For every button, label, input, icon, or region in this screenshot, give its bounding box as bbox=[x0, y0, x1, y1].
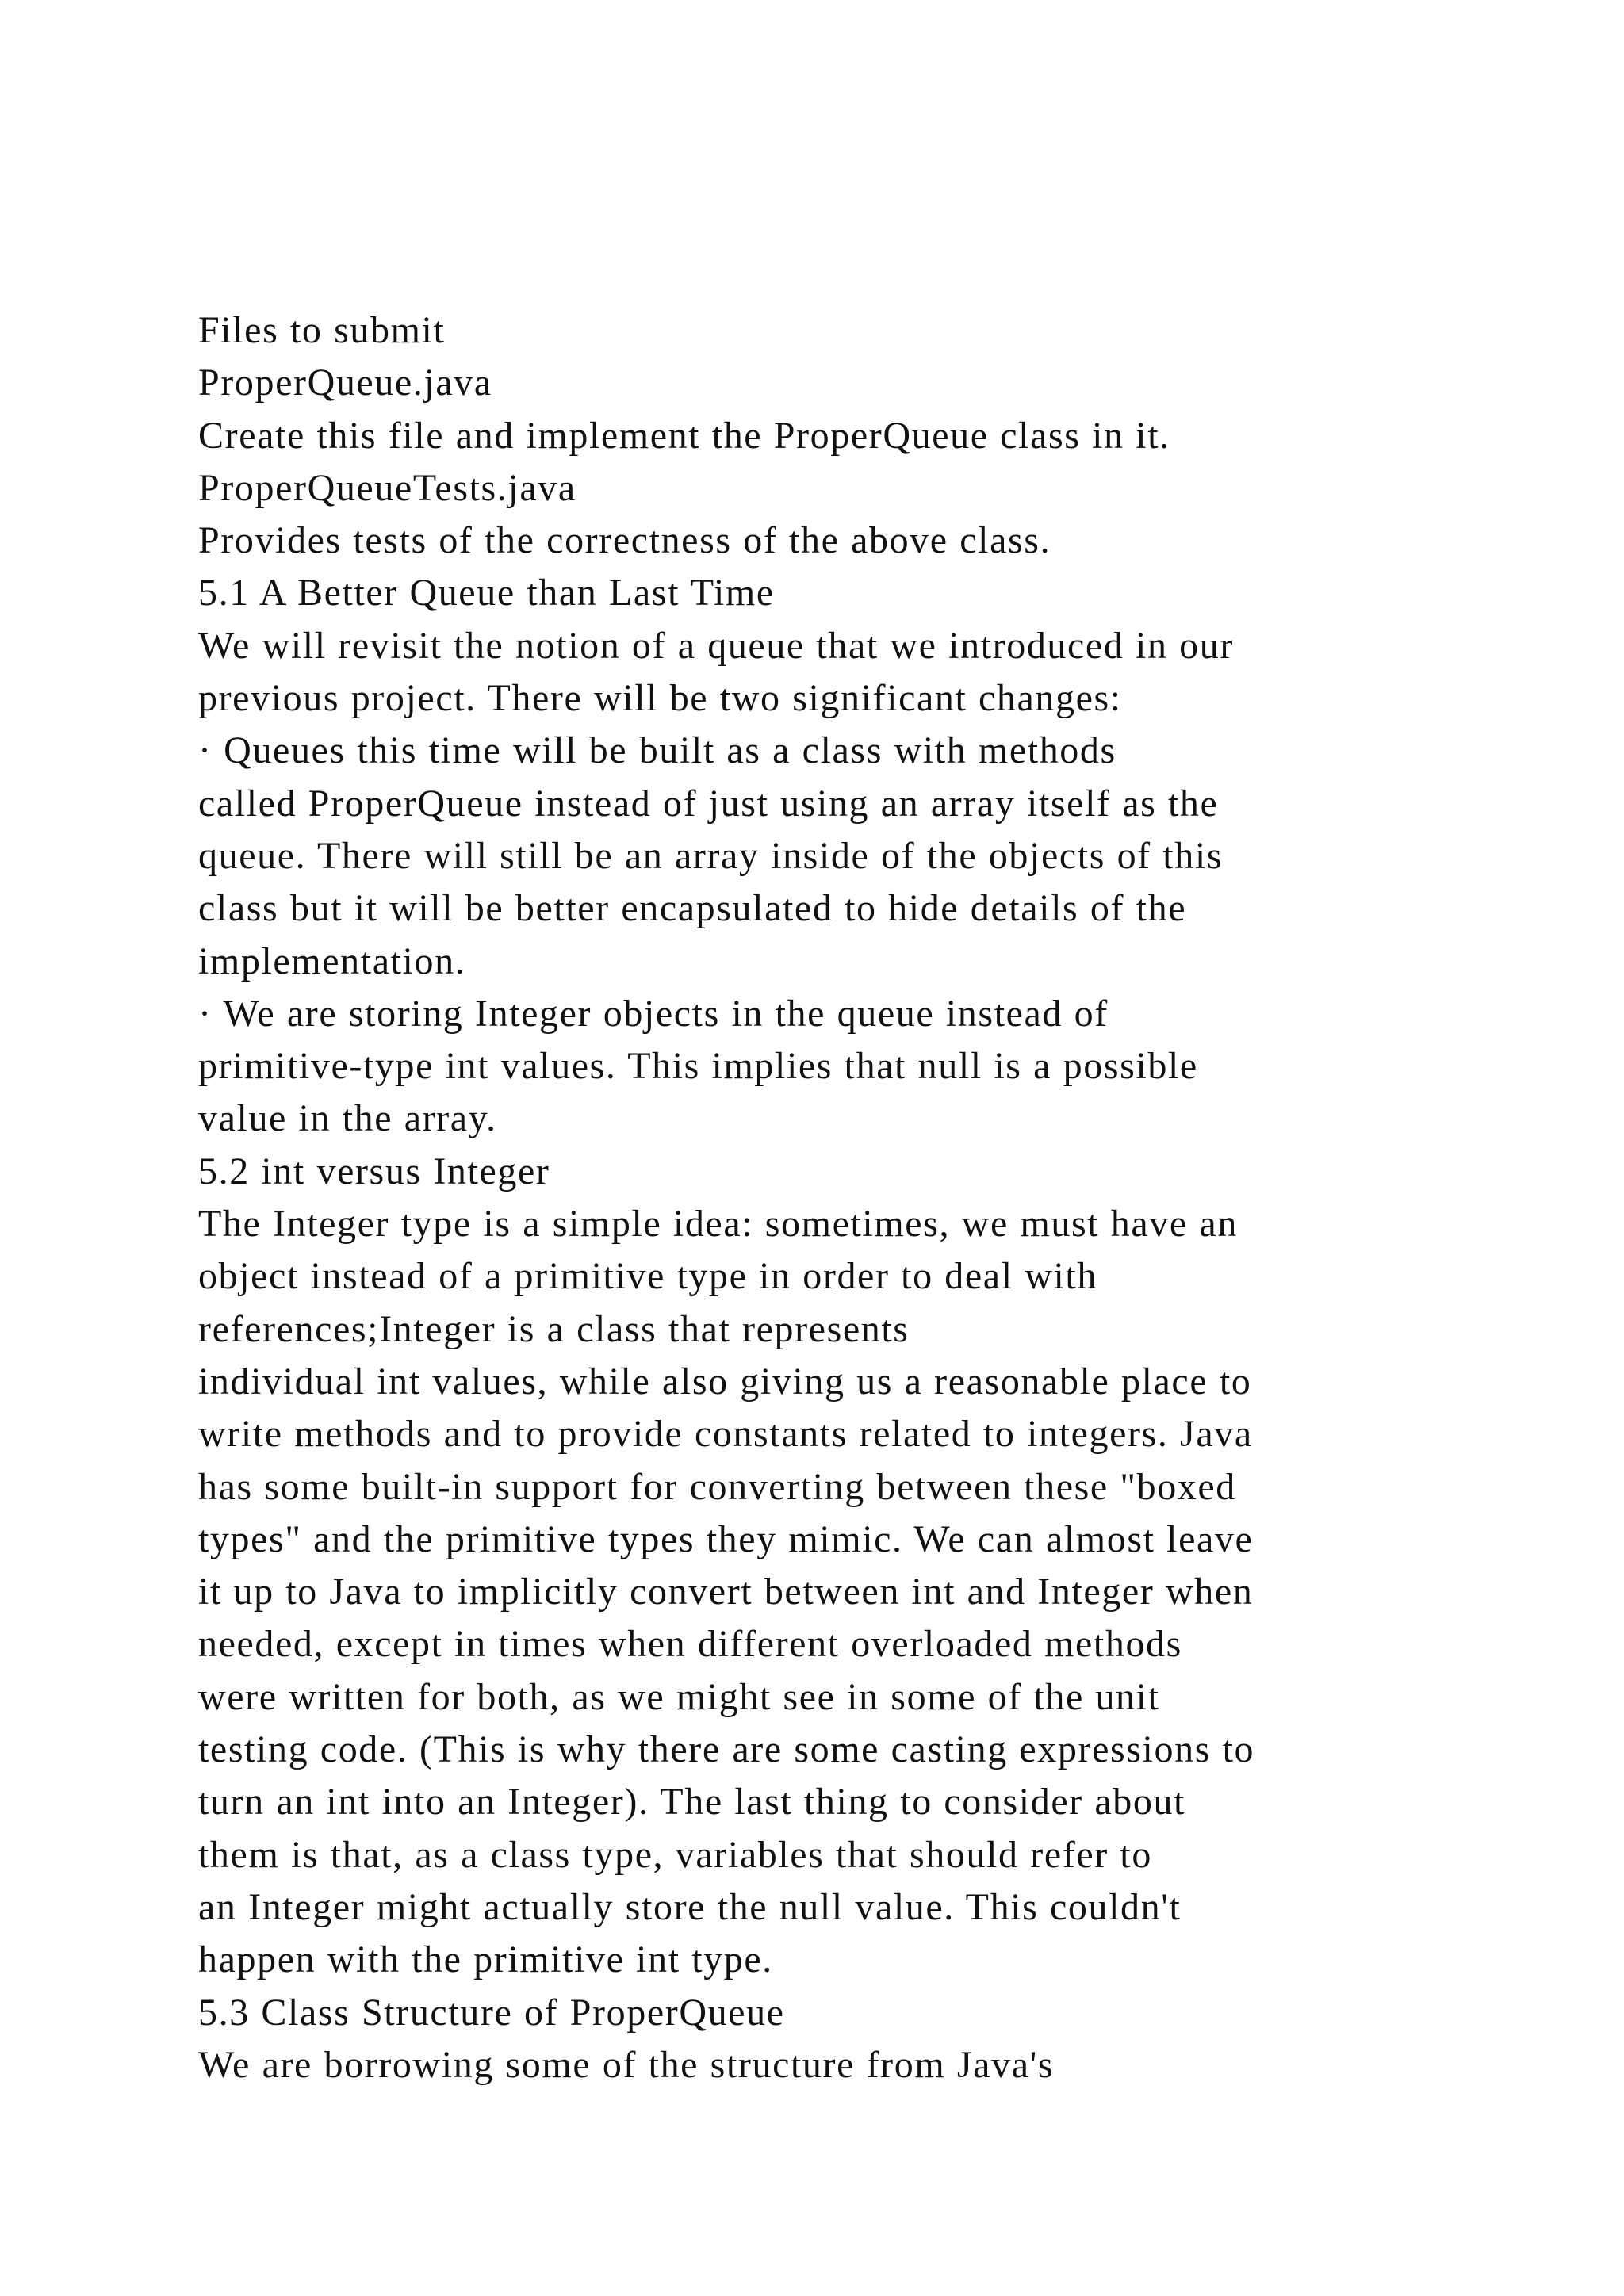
text-line: has some built-in support for converting between these "boxed bbox=[198, 1465, 1236, 1508]
section-heading-5-2: 5.2 int versus Integer bbox=[198, 1150, 550, 1192]
bullet-line: · We are storing Integer objects in the queue instead of bbox=[198, 992, 1109, 1035]
text-line: primitive-type int values. This implies that null is a possible bbox=[198, 1045, 1198, 1088]
text-line: ProperQueue.java bbox=[198, 362, 492, 404]
text-line: class but it will be better encapsulated to hide details of the bbox=[198, 887, 1187, 930]
text-line: Create this file and implement the ProperQueue class in it. bbox=[198, 414, 1170, 457]
text-line: Provides tests of the correctness of the above class. bbox=[198, 519, 1051, 562]
text-line: called ProperQueue instead of just using an array itself as the bbox=[198, 782, 1219, 825]
text-line: references;Integer is a class that represents bbox=[198, 1307, 910, 1350]
bullet-line: · Queues this time will be built as a class with methods bbox=[198, 729, 1116, 772]
text-line: it up to Java to implicitly convert between int and Integer when bbox=[198, 1571, 1254, 1613]
text-line: write methods and to provide constants related to integers. Java bbox=[198, 1413, 1253, 1456]
text-line: We will revisit the notion of a queue that we introduced in our bbox=[198, 624, 1234, 667]
text-line: needed, except in times when different overloaded methods bbox=[198, 1623, 1182, 1666]
text-line: testing code. (This is why there are some casting expressions to bbox=[198, 1728, 1255, 1771]
section-heading-5-1: 5.1 A Better Queue than Last Time bbox=[198, 572, 775, 614]
text-line: types" and the primitive types they mimic. We can almost leave bbox=[198, 1517, 1254, 1560]
files-to-submit-heading: Files to submit bbox=[198, 309, 446, 351]
text-line: implementation. bbox=[198, 939, 466, 982]
section-heading-5-3: 5.3 Class Structure of ProperQueue bbox=[198, 1991, 785, 2034]
text-line: an Integer might actually store the null value. This couldn't bbox=[198, 1885, 1182, 1928]
text-line: turn an int into an Integer). The last thing to consider about bbox=[198, 1781, 1186, 1823]
text-line: The Integer type is a simple idea: sometimes, we must have an bbox=[198, 1203, 1238, 1246]
text-line: happen with the primitive int type. bbox=[198, 1938, 773, 1981]
text-line: queue. There will still be an array inside of the objects of this bbox=[198, 834, 1224, 877]
text-line: were written for both, as we might see in some of the unit bbox=[198, 1675, 1160, 1718]
document-text bbox=[198, 304, 1507, 2091]
text-line: them is that, as a class type, variables that should refer to bbox=[198, 1833, 1152, 1876]
text-line: previous project. There will be two significant changes: bbox=[198, 677, 1122, 720]
text-line: object instead of a primitive type in order to deal with bbox=[198, 1255, 1097, 1298]
text-line: ProperQueueTests.java bbox=[198, 466, 576, 509]
text-line: value in the array. bbox=[198, 1097, 497, 1140]
text-line: individual int values, while also giving us a reasonable place to bbox=[198, 1360, 1252, 1402]
text-line: We are borrowing some of the structure from Java's bbox=[198, 2043, 1055, 2086]
